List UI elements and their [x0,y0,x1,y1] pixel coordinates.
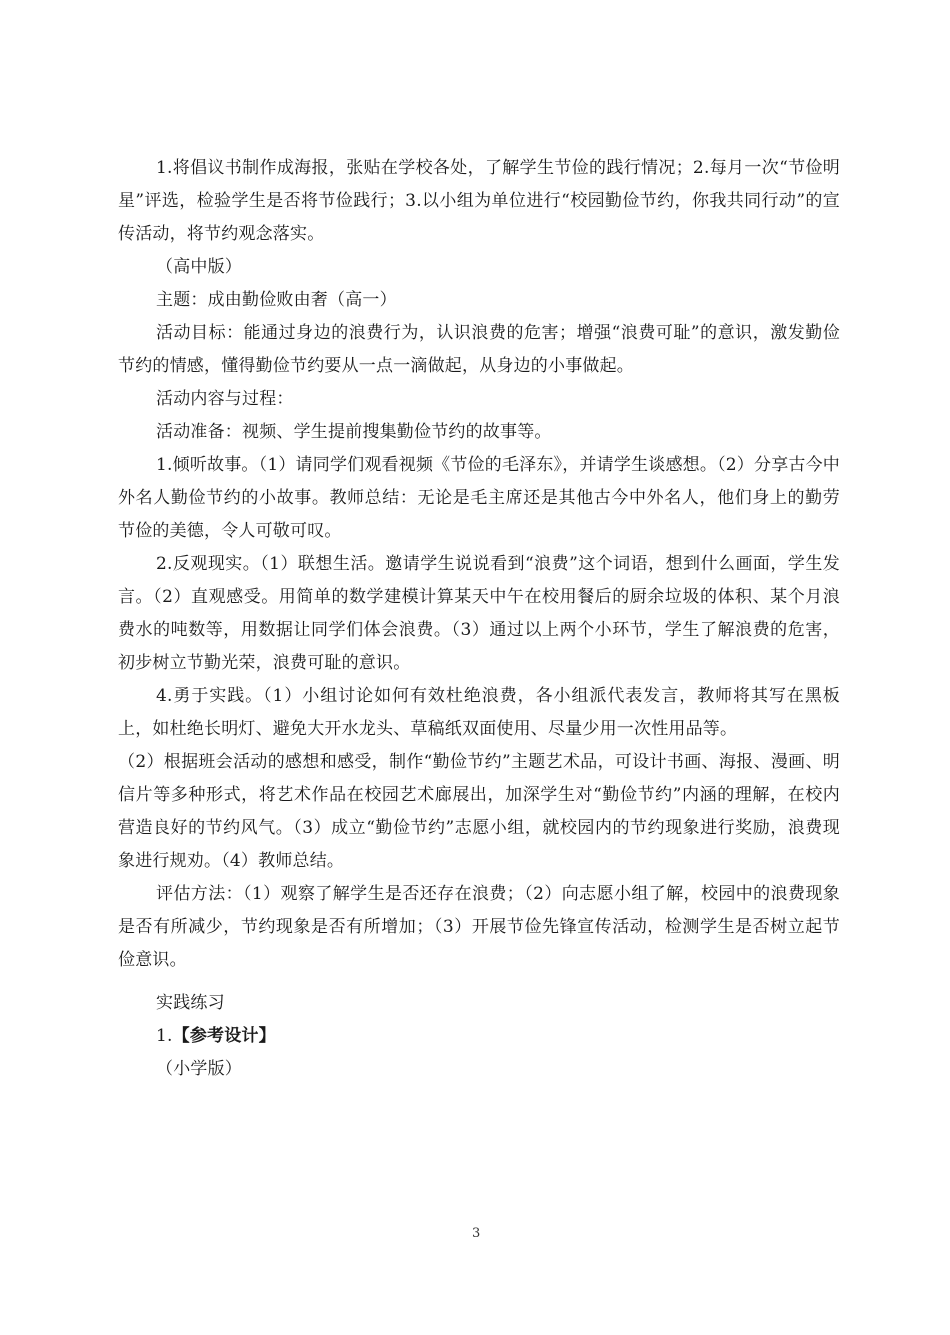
section-label-primary-school: （小学版） [156,1059,242,1079]
paragraph-evaluation-method: 评估方法：（1）观察了解学生是否还存在浪费；（2）向志愿小组了解，校园中的浪费现象是否有所减少，节约现象是否有所增加；（3）开展节俭先锋宣传活动，检测学生是否树立起节俭意识。 [118,884,840,970]
paragraph-activity-preparation: 活动准备：视频、学生提前搜集勤俭节约的故事等。 [156,422,552,442]
paragraph-activity-goal: 活动目标：能通过身边的浪费行为，认识浪费的危害；增强“浪费可耻”的意识，激发勤俭节约的情感，懂得勤俭节约要从一点一滴做起，从身边的小事做起。 [118,323,840,376]
page-number: 3 [472,1226,481,1241]
document-body [118,152,840,1086]
paragraph-theme: 主题：成由勤俭败由奢（高一） [156,290,397,310]
reference-number: 1. [156,1026,173,1046]
paragraph-activity-process-heading: 活动内容与过程： [156,389,294,409]
paragraph-reference-design [118,1020,840,1053]
paragraph-listen-stories: 1.倾听故事。（1）请同学们观看视频《节俭的毛泽东》，并请学生谈感想。（2）分享古今中外名人勤俭节约的小故事。教师总结：无论是毛主席还是其他古今中外名人，他们身上的勤劳节俭的美德，令人可敬可叹。 [118,455,840,541]
paragraph-reflect-reality: 2.反观现实。（1）联想生活。邀请学生说说看到“浪费”这个词语，想到什么画面，学生发言。（2）直观感受。用简单的数学建模计算某天中午在校用餐后的厨余垃圾的体积、某个月浪费水的吨数等，用数据让同学们体会浪费。（3）通过以上两个小环节，学生了解浪费的危害，初步树立节勤光荣，浪费可耻的意识。 [118,554,840,673]
section-label-high-school: （高中版） [156,257,242,277]
paragraph-practice-part2: （2）根据班会活动的感想和感受，制作“勤俭节约”主题艺术品，可设计书画、海报、漫画、明信片等多种形式，将艺术作品在校园艺术廊展出，加深学生对“勤俭节约”内涵的理解，在校内营造良好的节约风气。（3）成立“勤俭节约”志愿小组，就校园内的节约现象进行奖励，浪费现象进行规劝。（4）教师总结。 [118,752,840,871]
paragraph-practice-part1: 4.勇于实践。（1）小组讨论如何有效杜绝浪费，各小组派代表发言，教师将其写在黑板上，如杜绝长明灯、避免大开水龙头、草稿纸双面使用、尽量少用一次性用品等。 [118,686,840,739]
paragraph-implementation-steps: 1.将倡议书制作成海报，张贴在学校各处，了解学生节俭的践行情况；2.每月一次“节俭明星”评选，检验学生是否将节俭践行；3.以小组为单位进行“校园勤俭节约，你我共同行动”的宣传活动，将节约观念落实。 [118,158,840,244]
section-heading-practice-exercises: 实践练习 [156,993,225,1013]
reference-design-label: 【参考设计】 [172,1026,276,1046]
